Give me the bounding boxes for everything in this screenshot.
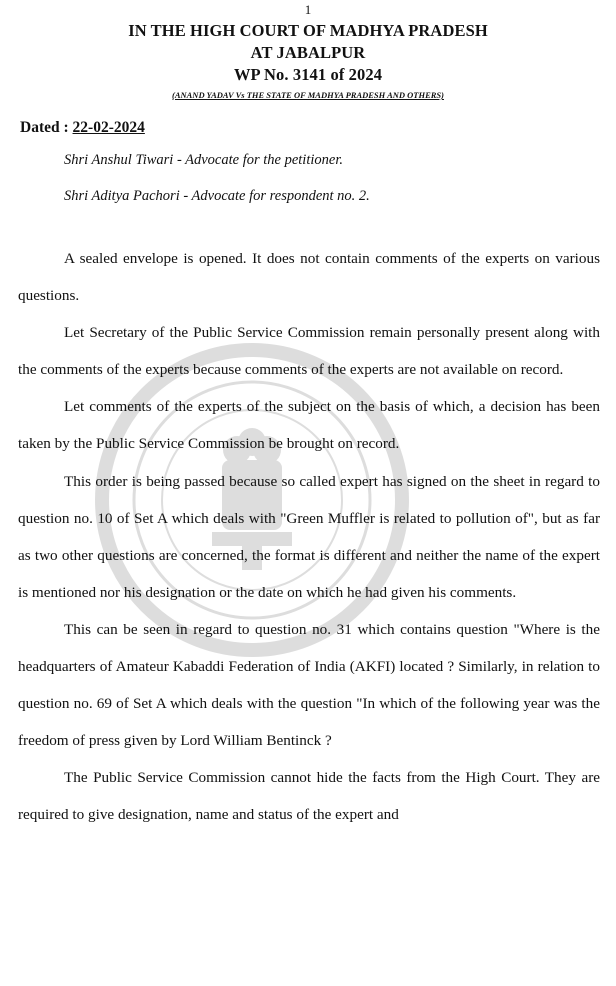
dated-label: Dated : [20,119,73,136]
case-number: WP No. 3141 of 2024 [233,65,383,84]
case-parties: (ANAND YADAV Vs THE STATE OF MADHYA PRADESH AND OTHERS) [172,90,444,100]
dated-value: 22-02-2024 [72,119,145,136]
dated-line [20,119,145,137]
advocate-petitioner: Shri Anshul Tiwari - Advocate for the petitioner. [64,152,343,168]
paragraph: A sealed envelope is opened. It does not contain comments of the experts on various questions. [18,250,600,305]
paragraph: This order is being passed because so called expert has signed on the sheet in regard to question no. 10 of Set A which deals with "Green Muffler is related to pollution of", but as far as two other questions are concerned, the format is different and neither the name of the expert is mentioned nor his designation or the date on which he had given his comments. [18,472,600,601]
paragraph: The Public Service Commission cannot hide the facts from the High Court. They are required to give designation, name and status of the expert and [18,769,600,824]
court-name-line1: IN THE HIGH COURT OF MADHYA PRADESH [128,21,488,40]
court-name-line2: AT JABALPUR [250,43,366,62]
paragraph: Let comments of the experts of the subject on the basis of which, a decision has been taken by the Public Service Commission be brought on record. [18,398,600,453]
paragraph: This can be seen in regard to question no. 31 which contains question "Where is the headquarters of Amateur Kabaddi Federation of India (AKFI) located ? Similarly, in relation to question no. 69 of Set A which deals with the question "In which of the following year was the freedom of press given by Lord William Bentinck ? [18,620,600,750]
order-body [18,240,600,834]
advocate-respondent: Shri Aditya Pachori - Advocate for respondent no. 2. [64,188,370,204]
page-number: 1 [304,2,312,17]
paragraph: Let Secretary of the Public Service Commission remain personally present along with the comments of the experts because comments of the experts are not available on record. [18,324,600,379]
